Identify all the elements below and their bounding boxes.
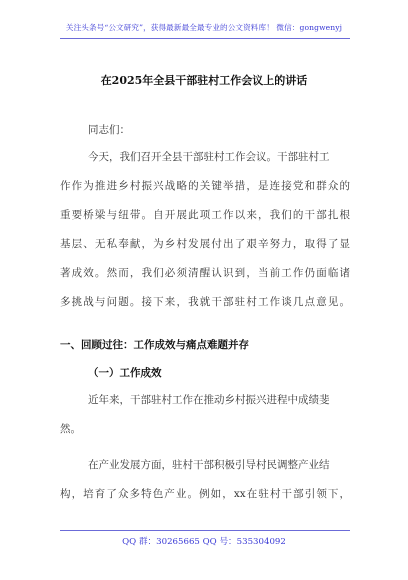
paragraph1-line: 今天，我们召开全县干部驻村工作会议。干部驻村工 [88, 151, 330, 163]
header-promo-note: 关注头条号“公文研究”，获得最新最全最专业的公文资料库！ 微信：gongwenyj [65, 23, 343, 32]
paragraph3-line: 在产业发展方面，驻村干部积极引导村民调整产业结 [88, 459, 330, 471]
paragraph3-line: 构，培育了众多特色产业。例如，xx在驻村干部引领下， [60, 488, 350, 500]
paragraph1-line: 多挑战与问题。接下来，我就干部驻村工作谈几点意见。 [60, 296, 350, 308]
paragraph2-line: 近年来，干部驻村工作在推动乡村振兴进程中成绩斐 [88, 394, 330, 406]
document-title: 在2025年全县干部驻村工作会议上的讲话 [100, 74, 308, 87]
footer-contact-note: QQ 群：30265665 QQ 号：535304092 [122, 537, 286, 547]
paragraph1-line: 基层、无私奉献，为乡村发展付出了艰辛努力，取得了显 [60, 238, 350, 250]
header-divider [60, 38, 350, 39]
section-heading: 一、回顾过往：工作成效与痛点难题并存 [60, 339, 249, 351]
salutation: 同志们： [88, 124, 130, 136]
footer-divider [60, 530, 350, 531]
paragraph1-line: 作作为推进乡村振兴战略的关键举措，是连接党和群众的 [60, 180, 350, 192]
paragraph1-line: 重要桥梁与纽带。自开展此项工作以来，我们的干部扎根 [60, 209, 350, 221]
subsection-heading: （一）工作成效 [88, 367, 162, 379]
paragraph2-line: 然。 [60, 423, 81, 435]
paragraph1-line: 著成效。然而，我们必须清醒认识到，当前工作仍面临诸 [60, 267, 350, 279]
